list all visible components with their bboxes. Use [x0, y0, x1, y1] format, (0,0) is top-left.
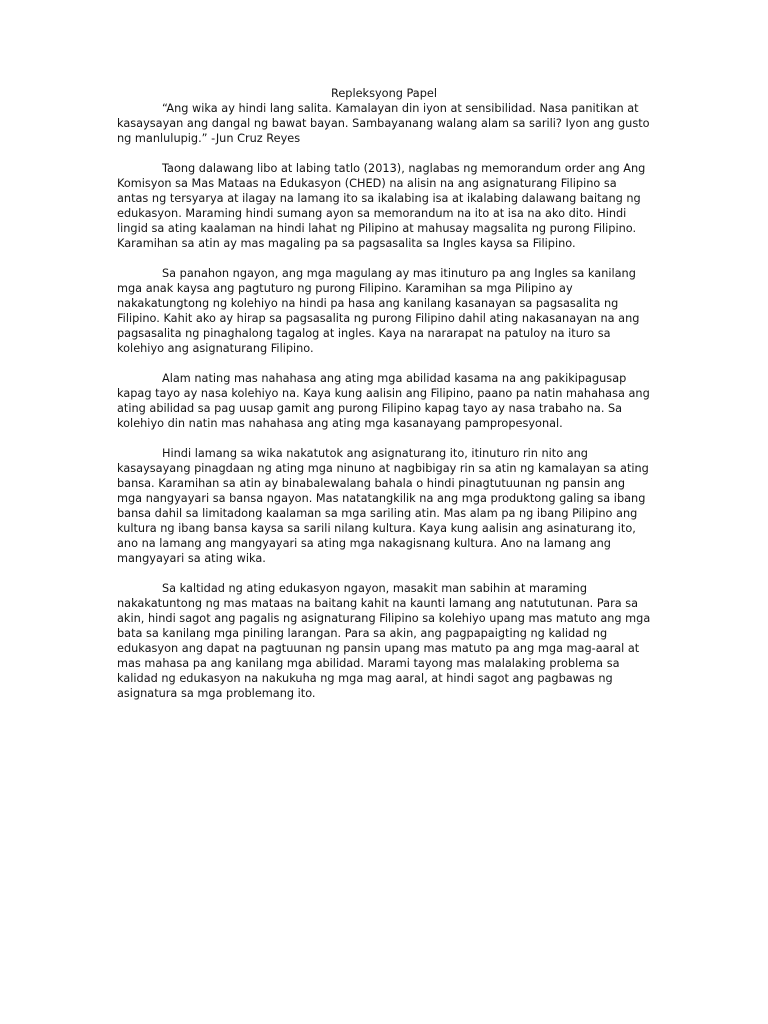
paragraph-2: Sa panahon ngayon, ang mga magulang ay mas itinuturo pa ang Ingles sa kanilang mga anak kaysa ang pagtuturo ng purong Filipino. Karamihan sa mga Pilipino ay nakakatungtong ng kolehiyo na hindi pa hasa ang kanilang kasanayan sa pagsasalita ng Filipino. Kahit ako ay hirap sa pagsasalita ng purong Filipino dahil ating nakasanayan na ang pagsasalita ng pinaghalong tagalog at ingles. Kaya na nararapat na patuloy na ituro sa kolehiyo ang asignaturang Filipino.	[117, 267, 640, 355]
epigraph-quote: “Ang wika ay hindi lang salita. Kamalayan din iyon at sensibilidad. Nasa panitikan at kasaysayan ang dangal ng bawat bayan. Sambayanang walang alam sa sarili? Iyon ang gusto ng manlulupig.” -Jun Cruz Reyes	[117, 102, 650, 145]
paragraph-3: Alam nating mas nahahasa ang ating mga abilidad kasama na ang pakikipagusap kapag tayo ay nasa kolehiyo na. Kaya kung aalisin ang Filipino, paano pa natin mahahasa ang ating abilidad sa pag uusap gamit ang purong Filipino kapag tayo ay nasa trabaho na. Sa kolehiyo din natin mas nahahasa ang ating mga kasanayang pampropesyonal.	[117, 372, 650, 430]
paragraph-5: Sa kaltidad ng ating edukasyon ngayon, masakit man sabihin at maraming nakakatuntong ng mas mataas na baitang kahit na kaunti lamang ang natututunan. Para sa akin, hindi sagot ang pagalis ng asignaturang Filipino sa kolehiyo upang mas matuto ang mga bata sa kanilang mga piniling larangan. Para sa akin, ang pagpapaigting ng kalidad ng edukasyon ang dapat na pagtuunan ng pansin upang mas matuto pa ang mga mag-aaral at mas mahasa pa ang kanilang mga abilidad. Marami tayong mas malalaking problema sa kalidad ng edukasyon na nakukuha ng mga mag aaral, at hindi sagot ang pagbawas ng asignatura sa mga problemang ito.	[117, 582, 651, 700]
document-body	[117, 86, 651, 716]
paragraph-1: Taong dalawang libo at labing tatlo (2013), naglabas ng memorandum order ang Ang Komisyon sa Mas Mataas na Edukasyon (CHED) na alisin na ang asignaturang Filipino sa antas ng tersyarya at ilagay na lamang ito sa ikalabing isa at ikalabing dalawang baitang ng edukasyon. Maraming hindi sumang ayon sa memorandum na ito at isa na ako dito. Hindi lingid sa ating kaalaman na hindi lahat ng Pilipino at mahusay magsalita ng purong Filipino. Karamihan sa atin ay mas magaling pa sa pagsasalita sa Ingles kaysa sa Filipino.	[117, 162, 646, 250]
document-title: Repleksyong Papel	[331, 87, 437, 100]
paragraph-4: Hindi lamang sa wika nakatutok ang asignaturang ito, itinuturo rin nito ang kasaysayang pinagdaan ng ating mga ninuno at nagbibigay rin sa atin ng kamalayan sa ating bansa. Karamihan sa atin ay binabalewalang bahala o hindi pinagtutuunan ng pansin ang mga nangyayari sa bansa ngayon. Mas natatangkilik na ang mga produktong galing sa ibang bansa dahil sa limitadong kaalaman sa mga sariling atin. Mas alam pa ng ibang Pilipino ang kultura ng ibang bansa kaysa sa sarili nilang kultura. Kaya kung aalisin ang asinaturang ito, ano na lamang ang mangyayari sa ating mga nakagisnang kultura. Ano na lamang ang mangyayari sa ating wika.	[117, 447, 649, 565]
